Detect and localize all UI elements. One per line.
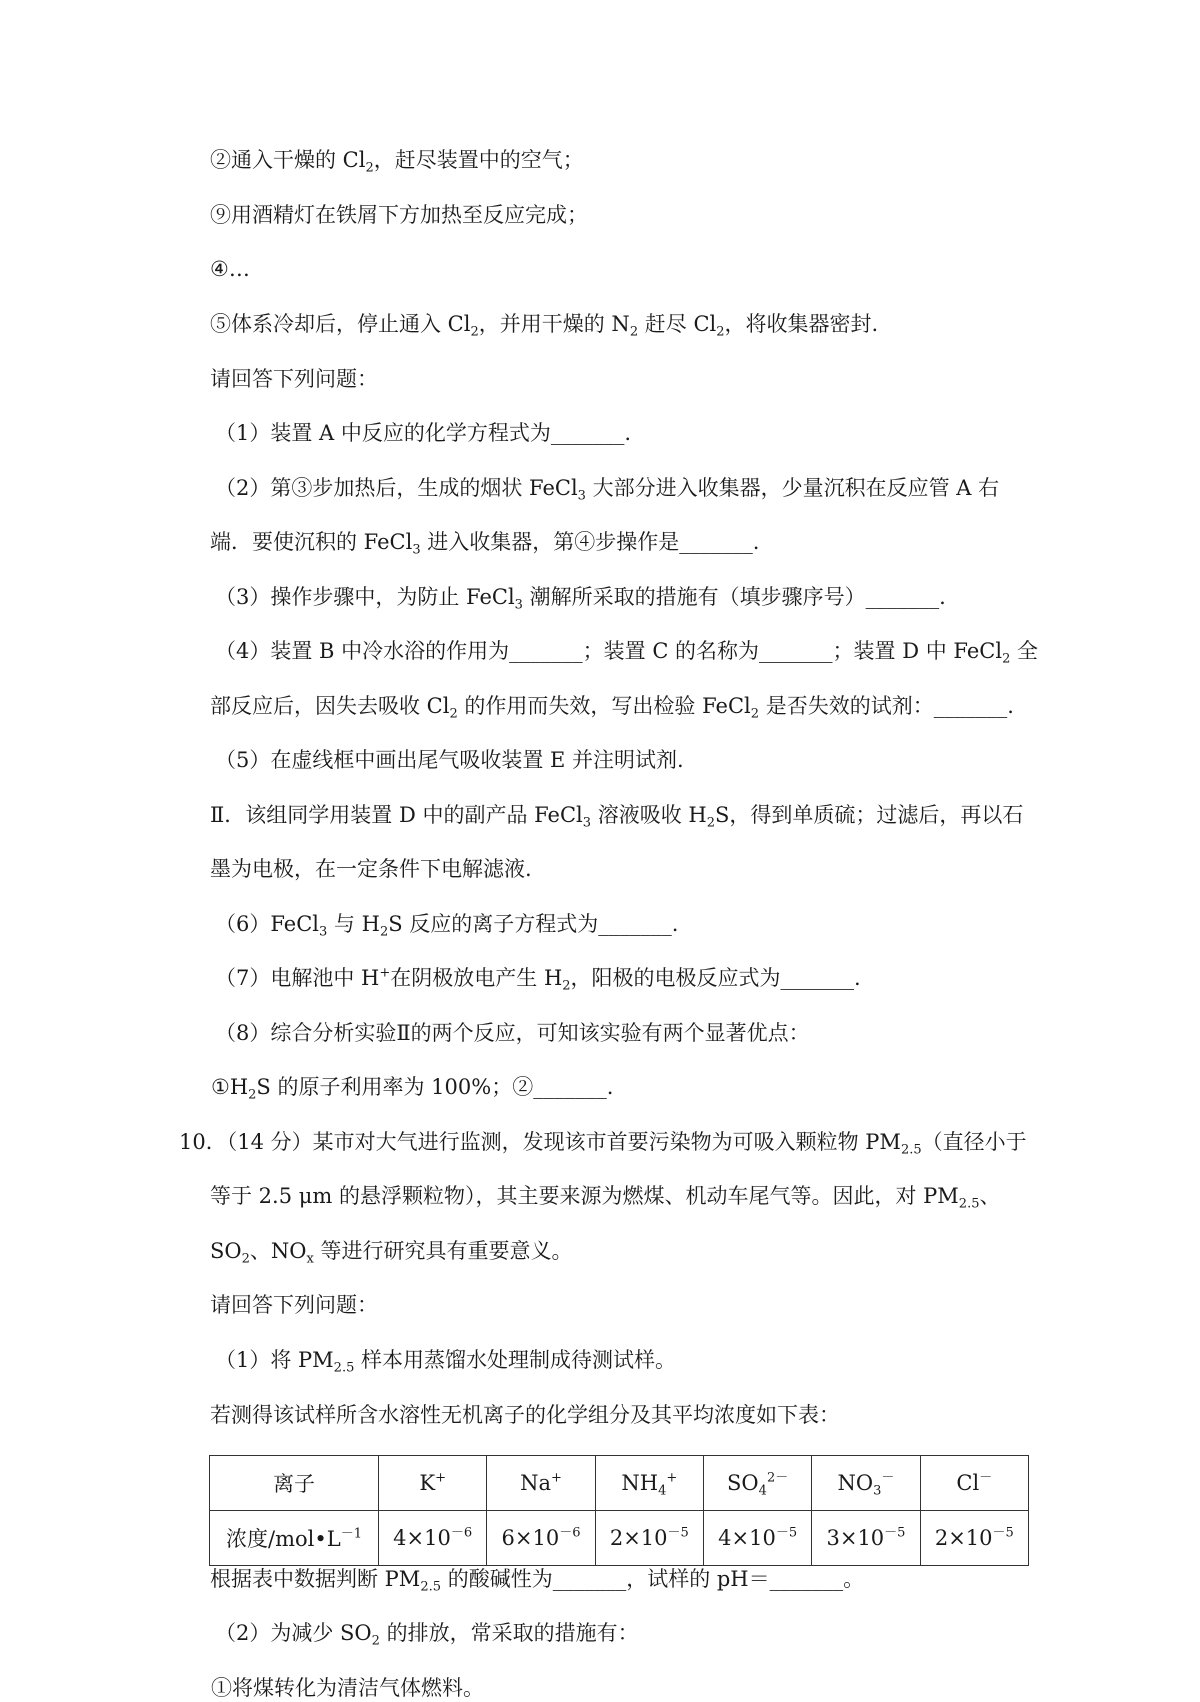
ion-cell: $SO_4^{2-}$ (703, 1456, 811, 1511)
part-2-line-1: Ⅱ．该组同学用装置 D 中的副产品 FeCl$_3$ 溶液吸收 $H_2S$，得到单质硫；过滤后，再以石 (210, 803, 1024, 831)
prompt-answer: 请回答下列问题： (210, 367, 378, 391)
step-9: ⑨用酒精灯在铁屑下方加热至反应完成； (210, 203, 588, 227)
question-5: （5）在虚线框中画出尾气吸收装置 E 并注明试剂. (215, 748, 684, 772)
ion-cell: $NH_4^+$ (595, 1456, 703, 1511)
question-2-line-1: （2）第③步加热后，生成的烟状 FeCl$_3$ 大部分进入收集器，少量沉积在反应管 A 右 (215, 476, 1000, 504)
ion-cell: Cl－ (920, 1456, 1028, 1511)
table-conclusion: 根据表中数据判断 $PM_{2.5}$ 的酸碱性为_______，试样的 pH＝_______。 (210, 1567, 865, 1595)
concentration-cell: $6\times 10^{-6}$ (487, 1511, 595, 1566)
question-8: （8）综合分析实验Ⅱ的两个反应，可知该实验有两个显著优点： (215, 1021, 810, 1045)
ion-cell: $NO_3^-$ (812, 1456, 920, 1511)
header-concentration-label: 浓度$/mol•L^{-1}$ (210, 1511, 379, 1566)
table-intro: 若测得该试样所含水溶性无机离子的化学组分及其平均浓度如下表： (210, 1403, 840, 1427)
question-8-answer: $①H_2S$ 的原子利用率为 100%；②_______. (211, 1075, 614, 1103)
concentration-cell: $2\times 10^{-5}$ (595, 1511, 703, 1566)
problem-10-question-2: （2）为减少 $SO_2$ 的排放，常采取的措施有： (215, 1621, 639, 1649)
ion-concentration-table (209, 1455, 1029, 1566)
problem-10-question-1: （1）将 $PM_{2.5}$ 样本用蒸馏水处理制成待测试样。 (215, 1348, 677, 1376)
measure-1: ①将煤转化为清洁气体燃料。 (211, 1676, 484, 1700)
step-4: ④… (210, 257, 250, 281)
question-2-line-2: 端．要使沉积的 FeCl$_3$ 进入收集器，第④步操作是_______. (210, 530, 760, 558)
question-4-line-1: （4）装置 B 中冷水浴的作用为_______；装置 C 的名称为_______；装置 D 中 FeCl$_2$ 全 (215, 639, 1039, 667)
question-1: （1）装置 A 中反应的化学方程式为_______. (215, 421, 632, 445)
concentration-cell: $4\times 10^{-6}$ (379, 1511, 487, 1566)
question-6: （6）FeCl$_3$ 与 $H_2S$ 反应的离子方程式为_______. (215, 912, 679, 940)
question-7: （7）电解池中 H+在阴极放电产生 $H_2$，阳极的电极反应式为_______. (215, 965, 861, 994)
header-ion-label: 离子 (210, 1456, 379, 1511)
table-row-concentrations (210, 1511, 1029, 1566)
concentration-cell: $4\times 10^{-5}$ (703, 1511, 811, 1566)
step-2: ②通入干燥的 $Cl_2$，赶尽装置中的空气； (210, 148, 584, 176)
problem-10-line-2: 等于 2.5 μm 的悬浮颗粒物），其主要来源为燃煤、机动车尾气等。因此，对 $PM_{2.5}$、 (210, 1184, 1001, 1212)
problem-10-line-1: 10．（14 分）某市对大气进行监测，发现该市首要污染物为可吸入颗粒物 $PM_{2.5}$（直径小于 (179, 1130, 1027, 1158)
part-2-line-2: 墨为电极，在一定条件下电解滤液. (210, 857, 532, 881)
ion-cell: Na+ (487, 1456, 595, 1511)
table-row-ions (210, 1456, 1029, 1511)
problem-10-line-3: $SO_2$、$NO_x$ 等进行研究具有重要意义。 (210, 1239, 573, 1267)
question-4-line-2: 部反应后，因失去吸收 $Cl_2$ 的作用而失效，写出检验 FeCl$_2$ 是否失效的试剂：_______. (210, 694, 1014, 722)
concentration-cell: $3\times 10^{-5}$ (812, 1511, 920, 1566)
ion-cell: K+ (379, 1456, 487, 1511)
question-3: （3）操作步骤中，为防止 FeCl$_3$ 潮解所采取的措施有（填步骤序号）_______. (215, 585, 946, 613)
step-5: ⑤体系冷却后，停止通入 $Cl_2$，并用干燥的 $N_2$ 赶尽 $Cl_2$，将收集器密封. (210, 312, 879, 340)
concentration-cell: $2\times 10^{-5}$ (920, 1511, 1028, 1566)
problem-10-prompt: 请回答下列问题： (210, 1293, 378, 1317)
